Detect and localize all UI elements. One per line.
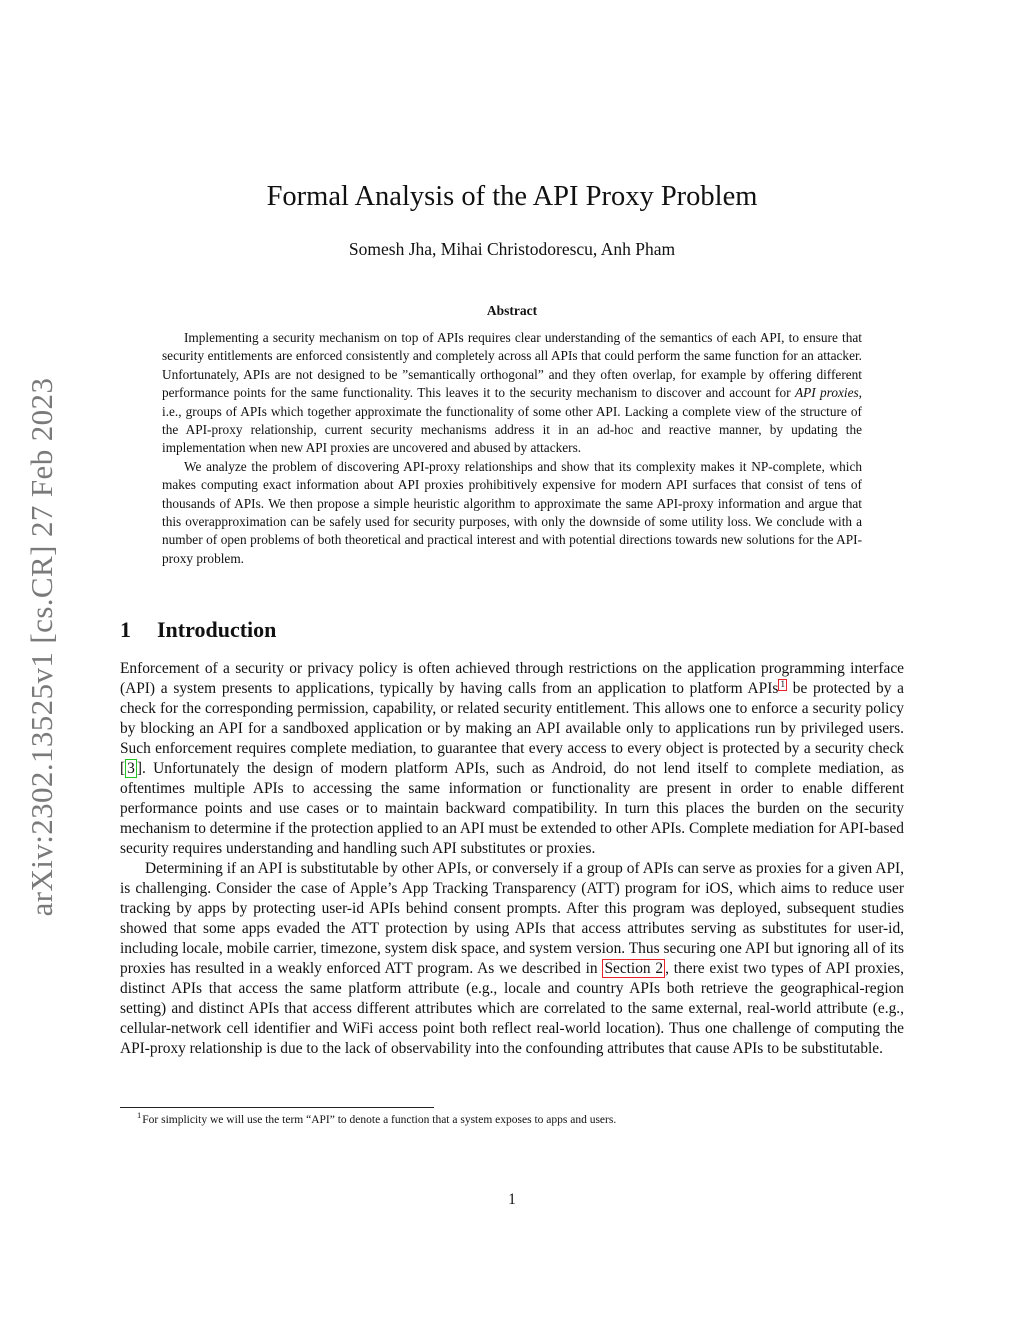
abstract-emphasis: API proxies	[794, 385, 859, 401]
footnote-text: For simplicity we will use the term “API” to denote a function that a system exposes to apps and users.	[142, 1114, 617, 1126]
section-title: Introduction	[157, 617, 277, 642]
citation-link[interactable]: 3	[127, 760, 135, 777]
section-number: 1	[120, 617, 131, 642]
arxiv-identifier-stamp[interactable]: arXiv:2302.13525v1 [cs.CR] 27 Feb 2023	[24, 377, 59, 917]
abstract-paragraph	[162, 329, 862, 458]
body-text: ]. Unfortunately the design of modern platform APIs, such as Android, do not lend itself to complete mediation, as oftentimes multiple APIs to accessing the same information or functionality are present in order to enable different performance points and use cases or to maintain backward compatibility. In turn this places the burden on the security mechanism to determine if the protection applied to an API must be extended to other APIs. Complete mediation for API-based security requires understanding and handling such API substitutes or proxies.	[120, 760, 904, 857]
abstract-heading: Abstract	[486, 303, 538, 318]
footnote	[137, 1112, 616, 1128]
body-paragraph	[120, 659, 904, 859]
footnote-link[interactable]: 1	[780, 679, 786, 690]
page-number: 1	[508, 1191, 516, 1208]
abstract-text: , i.e., groups of APIs which together approximate the functionality of some other API. Lacking a complete view of the structure of the API-proxy relationship, current security mechanisms address it in an ad-hoc and reactive manner, by updating the implementation when new API proxies are uncovered and abused by attackers.	[162, 385, 862, 456]
paper-title: Formal Analysis of the API Proxy Problem	[266, 181, 758, 212]
author-list: Somesh Jha, Mihai Christodorescu, Anh Pham	[348, 239, 676, 259]
body-text: be protected by a check for the corresponding permission, capability, or related security entitlement. This allows one to enforce a security policy by blocking an API for a sandboxed application or by making an API available only to applications run by privileged users. Such enforcement requires complete mediation, to guarantee that every access to every object is protected by a security check [	[120, 680, 904, 777]
body-text: , there exist two types of API proxies, distinct APIs that access the same platform attribute (e.g., locale and country APIs both retrieve the geographical-region setting) and distinct APIs that access different attributes which are correlated to the same external, real-world attribute (e.g., cellular-network cell identifier and WiFi access point both reflect real-world location). Thus one challenge of computing the API-proxy relationship is due to the lack of observability into the confounding attributes that cause APIs to be substitutable.	[120, 960, 905, 1057]
abstract-paragraph: We analyze the problem of discovering API-proxy relationships and show that its complexity makes it NP-complete, which makes computing exact information about API proxies prohibitively expensive for modern API surfaces that consist of tens of thousands of APIs. We then propose a simple heuristic algorithm to approximate the same API-proxy information and argue that this overapproximation can be safely used for security purposes, with only the downside of some utility loss. We conclude with a number of open problems of both theoretical and practical interest and with potential directions towards new solutions for the API-proxy problem.	[162, 458, 862, 566]
body-paragraph	[120, 859, 904, 1059]
body-text: Determining if an API is substitutable by other APIs, or conversely if a group of APIs can serve as proxies for a given API, is challenging. Consider the case of Apple’s App Tracking Transparency (ATT) program for iOS, which aims to reduce user tracking by apps by protecting user-id APIs behind consent prompts. After this program was deployed, subsequent studies showed that some apps evaded the ATT protection by using APIs that access attributes serving as substitutes for user-id, including locale, mobile carrier, timezone, system disk space, and system version. Thus securing one API but ignoring all of its proxies has resulted in a weakly enforced ATT program. As we described in	[120, 860, 904, 977]
body-text: Enforcement of a security or privacy policy is often achieved through restrictions on the application programming interface (API) a system presents to applications, typically by having calls from an application to platform APIs	[120, 660, 904, 697]
section-heading	[120, 616, 276, 644]
introduction-body	[120, 659, 904, 1059]
section-reference-link[interactable]: Section 2	[604, 960, 664, 977]
footnote-marker: 1	[137, 1110, 142, 1121]
abstract-text: Implementing a security mechanism on top of APIs requires clear understanding of the semantics of each API, to ensure that security entitlements are enforced consistently and completely across all APIs that could perform the same function for an attacker. Unfortunately, APIs are not designed to be ”semantically orthogonal” and they often overlap, for example by offering different performance points for the same functionality. This leaves it to the security mechanism to discover and account for	[162, 330, 862, 401]
footnote-divider	[120, 1107, 434, 1108]
abstract-body	[162, 329, 862, 568]
